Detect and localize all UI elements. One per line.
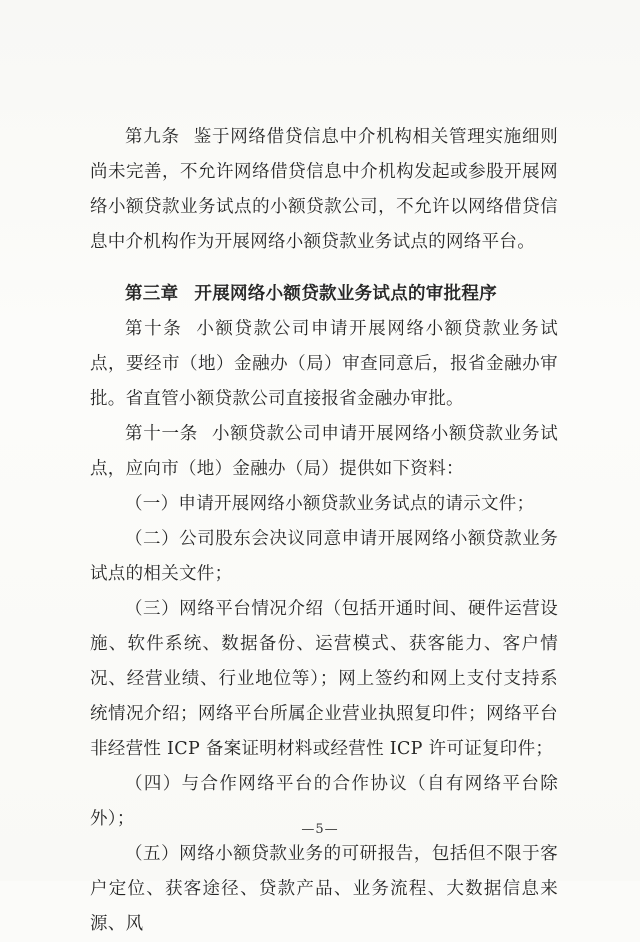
article-9-label: 第九条	[125, 127, 180, 147]
article-11	[90, 417, 558, 487]
article-10-label: 第十条	[125, 319, 183, 339]
article-9	[90, 120, 558, 260]
article-11-label: 第十一条	[125, 424, 198, 444]
article-9-text: 鉴于网络借贷信息中介机构相关管理实施细则尚未完善，不允许网络借贷信息中介机构发起或参股开展网络小额贷款业务试点的小额贷款公司，不允许以网络借贷信息中介机构作为开展网络小额贷款业务试点的网络平台。	[90, 127, 559, 252]
list-item: （三）网络平台情况介绍（包括开通时间、硬件运营设施、软件系统、数据备份、运营模式、获客能力、客户情况、经营业绩、行业地位等）；网上签约和网上支付支持系统情况介绍；网络平台所属企业营业执照复印件；网络平台非经营性 ICP 备案证明材料或经营性 ICP 许可证复印件；	[90, 599, 558, 759]
chapter-title: 开展网络小额贷款业务试点的审批程序	[194, 284, 498, 304]
article-11-text: 小额贷款公司申请开展网络小额贷款业务试点，应向市（地）金融办（局）提供如下资料：	[90, 424, 559, 479]
list-item: （一）申请开展网络小额贷款业务试点的请示文件；	[125, 494, 535, 514]
list-item: （四）与合作网络平台的合作协议（自有网络平台除外）；	[90, 774, 558, 829]
page-number: —5—	[301, 822, 339, 837]
article-10-text: 小额贷款公司申请开展网络小额贷款业务试点，要经市（地）金融办（局）审查同意后，报省金融办审批。省直管小额贷款公司直接报省金融办审批。	[90, 319, 559, 409]
article-10	[90, 312, 558, 417]
list-item: （二）公司股东会决议同意申请开展网络小额贷款业务试点的相关文件；	[90, 529, 558, 584]
chapter-number: 第三章	[125, 284, 179, 304]
chapter-heading	[90, 276, 558, 312]
list-item: （五）网络小额贷款业务的可研报告，包括但不限于客户定位、获客途径、贷款产品、业务流程、大数据信息来源、风	[90, 844, 558, 934]
document-body	[90, 120, 558, 942]
